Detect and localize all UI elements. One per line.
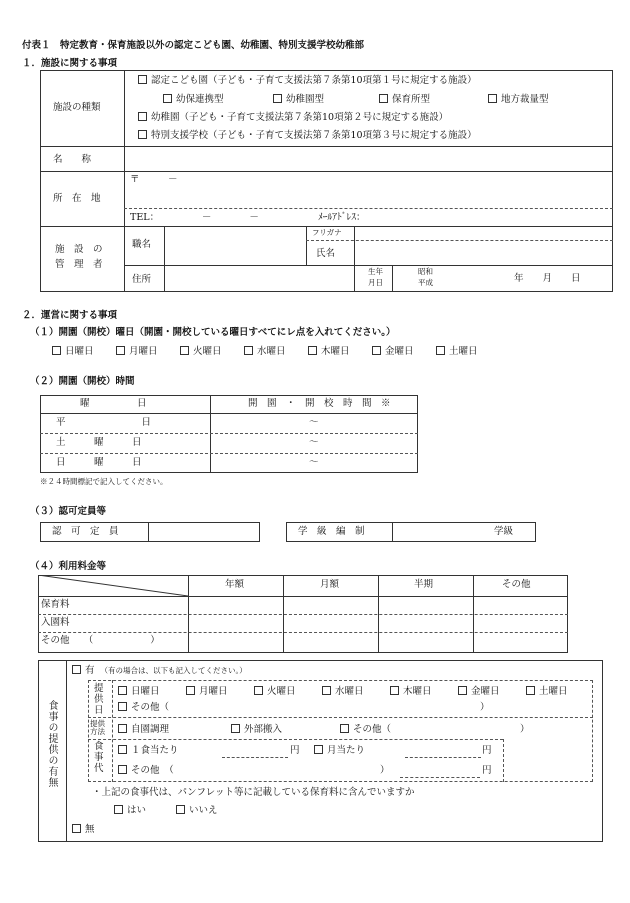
provide-day-label: 提供日: [94, 683, 104, 716]
form-title: 付表１ 特定教育・保育施設以外の認定こども園、幼稚園、特別支援学校幼稚部: [22, 40, 365, 51]
meal-side-label: 食事の提供の有無: [46, 700, 57, 788]
birth-date-units: 年 月 日: [514, 273, 581, 284]
capacity-label: 認 可 定 員: [52, 526, 119, 537]
meal-day-sun[interactable]: 日曜日: [118, 686, 186, 697]
yen-3: 円: [482, 765, 492, 776]
method-label: 提供方法: [90, 719, 105, 737]
day-sun[interactable]: 日曜日: [52, 346, 116, 357]
postal-code[interactable]: 〒 －: [130, 174, 178, 185]
meal-day-mon[interactable]: 月曜日: [186, 686, 254, 697]
meal-included-question: ・上記の食事代は、パンフレット等に記載している保育料に含んでいますか: [92, 787, 415, 798]
yen-2: 円: [482, 745, 492, 756]
fee-col-year: 年額: [225, 579, 245, 590]
job-title-label: 職名: [132, 239, 152, 250]
birth-label-2: 月日: [368, 278, 383, 287]
residence-label: 住所: [132, 274, 152, 285]
fee-col-other: その他: [502, 579, 531, 590]
fee-col-month: 月額: [320, 579, 340, 590]
yen-1: 円: [290, 745, 300, 756]
answer-yes[interactable]: はい: [114, 805, 146, 816]
meal-day-sat[interactable]: 土曜日: [526, 686, 586, 697]
class-unit: 学級: [494, 526, 514, 537]
fee-per-meal[interactable]: １食当たり: [118, 745, 179, 756]
day-fri[interactable]: 金曜日: [372, 346, 436, 357]
fee-row-nyuen: 入園料: [41, 617, 70, 628]
birth-label-1: 生年: [368, 267, 383, 276]
day-tue[interactable]: 火曜日: [180, 346, 244, 357]
open-days: [52, 346, 500, 357]
checkbox[interactable]: [273, 94, 282, 103]
checkbox[interactable]: [138, 112, 147, 121]
fee-other-close: ）: [380, 765, 390, 776]
section1-heading: １．施設に関する事項: [22, 58, 118, 69]
hours-time-saturday[interactable]: ～: [309, 437, 319, 448]
answer-no[interactable]: いいえ: [176, 805, 218, 816]
section2-heading: ２．運営に関する事項: [22, 310, 118, 321]
method-other-close: ）: [520, 724, 530, 735]
checkbox[interactable]: [379, 94, 388, 103]
option-nintei[interactable]: 認定こども園（子ども・子育て支援法第７条第10項第１号に規定する施設）: [138, 75, 477, 86]
address-label: 所 在 地: [53, 193, 101, 204]
fee-header-diagonal: [38, 575, 188, 596]
checkbox[interactable]: [138, 75, 147, 84]
fee-per-month[interactable]: 月当たり: [314, 745, 365, 756]
meal-day-thu[interactable]: 木曜日: [390, 686, 458, 697]
hours-col-day: 曜 日: [80, 398, 147, 409]
option-chihou[interactable]: 地方裁量型: [488, 94, 549, 105]
hours-time-weekday[interactable]: ～: [309, 417, 319, 428]
day-mon[interactable]: 月曜日: [116, 346, 180, 357]
fee-row-other: その他 （ ）: [41, 635, 160, 646]
meal-day-other-close: ）: [480, 702, 490, 713]
admin-label-1: 施 設 の: [55, 244, 103, 255]
era-heisei: 平成: [418, 278, 433, 287]
method-in-house[interactable]: 自園調理: [118, 724, 169, 735]
option-youho[interactable]: 幼保連携型: [163, 94, 224, 105]
meal-yes[interactable]: 有 （有の場合は、以下も記入してください。）: [72, 665, 247, 676]
method-external[interactable]: 外部搬入: [231, 724, 282, 735]
name-field[interactable]: [126, 148, 611, 169]
fee-meal-label: 食事代: [94, 741, 104, 774]
option-youchienkata[interactable]: 幼稚園型: [273, 94, 324, 105]
q2-heading: （２）開園（開校）時間: [30, 376, 135, 387]
person-name-label: 氏名: [316, 248, 336, 259]
day-wed[interactable]: 水曜日: [244, 346, 308, 357]
meal-days: [118, 686, 586, 697]
email-field[interactable]: ﾒｰﾙｱﾄﾞﾚｽ：: [318, 212, 366, 223]
q4-heading: （４）利用料金等: [30, 561, 107, 572]
hours-time-sunday[interactable]: ～: [309, 457, 319, 468]
hours-note: ※２４時間標記で記入してください。: [40, 477, 168, 486]
option-youchien[interactable]: 幼稚園（子ども・子育て支援法第７条第10項第２号に規定する施設）: [138, 112, 448, 123]
meal-day-tue[interactable]: 火曜日: [254, 686, 322, 697]
checkbox[interactable]: [488, 94, 497, 103]
era-showa: 昭和: [418, 267, 433, 276]
hours-row-weekday: 平 日: [56, 417, 152, 428]
hours-col-time: 開 園 ・ 開 校 時 間 ※: [248, 398, 391, 409]
fee-other[interactable]: その他 （: [118, 765, 174, 776]
fee-row-hoiku: 保育料: [41, 599, 70, 610]
hours-row-sunday: 日 曜 日: [56, 457, 142, 468]
checkbox[interactable]: [163, 94, 172, 103]
capacity-input[interactable]: [150, 524, 258, 540]
facility-type-label: 施設の種類: [53, 102, 101, 113]
day-thu[interactable]: 木曜日: [308, 346, 372, 357]
checkbox[interactable]: [138, 130, 147, 139]
q1-heading: （１）開園（開校）曜日（開園・開校している曜日すべてにレ点を入れてください。）: [30, 327, 396, 338]
furigana-label: フリガナ: [312, 228, 342, 237]
option-hoikusho[interactable]: 保育所型: [379, 94, 430, 105]
meal-day-wed[interactable]: 水曜日: [322, 686, 390, 697]
meal-no[interactable]: 無: [72, 824, 95, 835]
admin-label-2: 管 理 者: [55, 259, 103, 270]
option-tokubetsu[interactable]: 特別支援学校（子ども・子育て支援法第７条第10項第３号に規定する施設）: [138, 130, 477, 141]
class-label: 学 級 編 制: [298, 526, 365, 537]
hours-row-saturday: 土 曜 日: [56, 437, 142, 448]
meal-day-other[interactable]: その他（: [118, 702, 169, 713]
day-sat[interactable]: 土曜日: [436, 346, 500, 357]
q3-heading: （３）認可定員等: [30, 506, 107, 517]
tel-field[interactable]: TEL： － －: [130, 212, 259, 223]
name-label: 名 称: [53, 154, 92, 165]
meal-day-fri[interactable]: 金曜日: [458, 686, 526, 697]
method-other[interactable]: その他（: [340, 724, 391, 735]
fee-col-half: 半期: [414, 579, 434, 590]
